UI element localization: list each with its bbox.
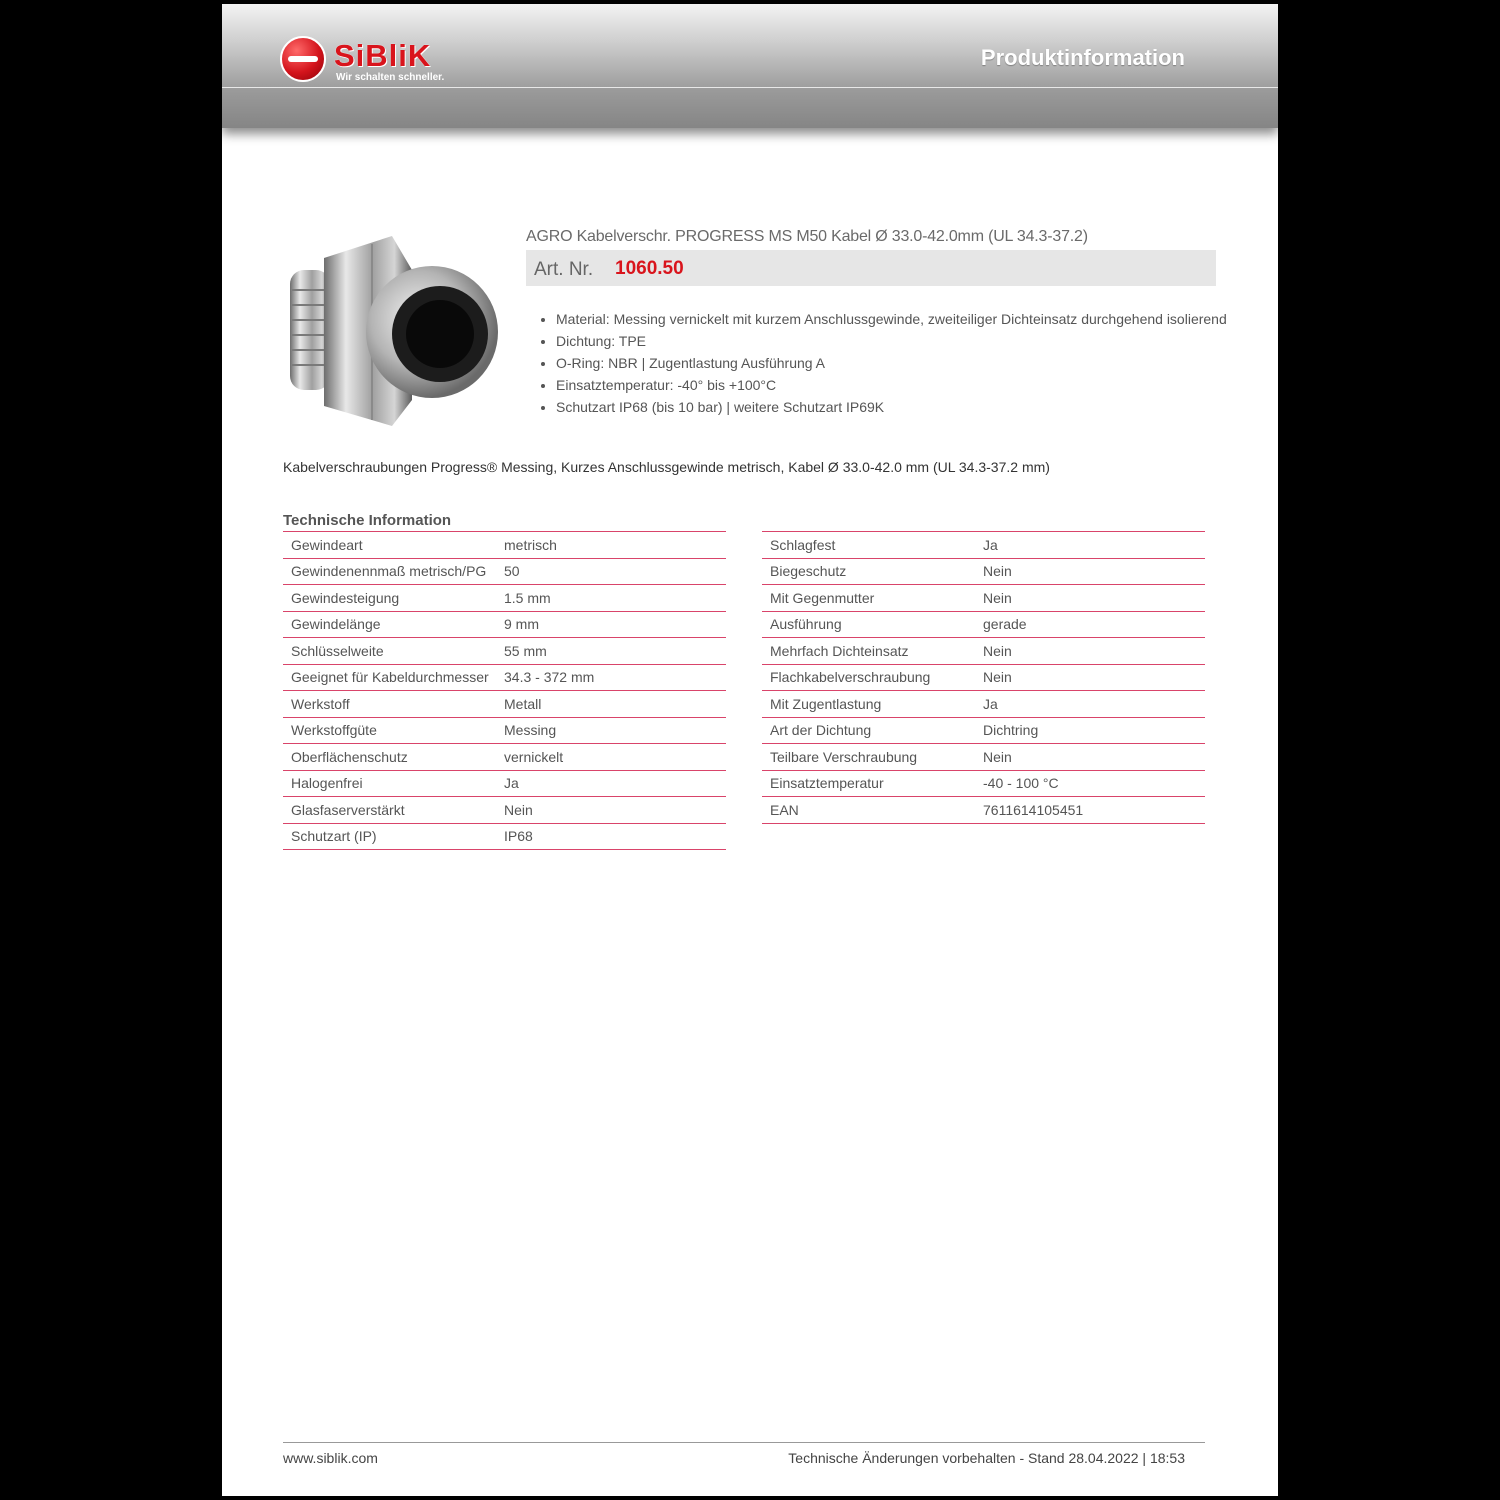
- tech-info-heading: Technische Information: [283, 512, 452, 529]
- spec-key: Gewindesteigung: [283, 585, 496, 612]
- spec-row: [283, 664, 726, 691]
- product-title: AGRO Kabelverschr. PROGRESS MS M50 Kabel Ø 33.0-42.0mm (UL 34.3-37.2): [526, 228, 1088, 245]
- spec-value: Nein: [975, 558, 1205, 585]
- spec-row: [283, 558, 726, 585]
- spec-value: Ja: [975, 532, 1205, 559]
- spec-key: Biegeschutz: [762, 558, 975, 585]
- spec-value: 9 mm: [496, 611, 726, 638]
- spec-value: Ja: [496, 770, 726, 797]
- product-description: Kabelverschraubungen Progress® Messing, Kurzes Anschlussgewinde metrisch, Kabel Ø 33.0-42.0 mm (UL 34.3-37.2 mm): [283, 459, 1050, 475]
- spec-row: [283, 532, 726, 559]
- spec-value: metrisch: [496, 532, 726, 559]
- spec-row: [762, 770, 1205, 797]
- spec-value: Messing: [496, 717, 726, 744]
- spec-value: vernickelt: [496, 744, 726, 771]
- spec-value: Ja: [975, 691, 1205, 718]
- spec-key: Gewindeart: [283, 532, 496, 559]
- spec-row: [283, 585, 726, 612]
- spec-value: gerade: [975, 611, 1205, 638]
- spec-key: Halogenfrei: [283, 770, 496, 797]
- spec-key: Mehrfach Dichteinsatz: [762, 638, 975, 665]
- spec-table-left: [283, 531, 726, 850]
- footer-divider: [283, 1442, 1205, 1443]
- spec-row: [283, 717, 726, 744]
- spec-key: Flachkabelverschraubung: [762, 664, 975, 691]
- spec-value: Nein: [975, 664, 1205, 691]
- feature-item: • Einsatztemperatur: -40° bis +100°C: [556, 374, 1246, 396]
- spec-table-right: [762, 531, 1205, 824]
- spec-key: Gewindelänge: [283, 611, 496, 638]
- spec-key: Schutzart (IP): [283, 823, 496, 850]
- spec-row: [762, 558, 1205, 585]
- spec-value: -40 - 100 °C: [975, 770, 1205, 797]
- spec-value: IP68: [496, 823, 726, 850]
- spec-key: Schlagfest: [762, 532, 975, 559]
- spec-key: EAN: [762, 797, 975, 824]
- spec-row: [283, 611, 726, 638]
- spec-value: Nein: [975, 638, 1205, 665]
- spec-row: [762, 691, 1205, 718]
- spec-row: [283, 638, 726, 665]
- spec-row: [762, 638, 1205, 665]
- spec-row: [283, 744, 726, 771]
- feature-item: • Dichtung: TPE: [556, 330, 1246, 352]
- product-sheet-page: [222, 4, 1278, 1496]
- spec-row: [762, 797, 1205, 824]
- spec-key: Geeignet für Kabeldurchmesser: [283, 664, 496, 691]
- spec-key: Glasfaserverstärkt: [283, 797, 496, 824]
- spec-key: Schlüsselweite: [283, 638, 496, 665]
- spec-row: [762, 717, 1205, 744]
- feature-item: • Schutzart IP68 (bis 10 bar) | weitere Schutzart IP69K: [556, 396, 1246, 418]
- spec-value: 55 mm: [496, 638, 726, 665]
- spec-key: Ausführung: [762, 611, 975, 638]
- spec-key: Einsatztemperatur: [762, 770, 975, 797]
- spec-row: [762, 532, 1205, 559]
- article-number-value: 1060.50: [615, 258, 684, 279]
- spec-row: [762, 664, 1205, 691]
- feature-item: • Material: Messing vernickelt mit kurzem Anschlussgewinde, zweiteiliger Dichteinsatz durchgehend isolierend: [556, 308, 1246, 330]
- spec-row: [283, 823, 726, 850]
- spec-value: Nein: [496, 797, 726, 824]
- cable-gland-image: [282, 230, 502, 430]
- logo-tagline: Wir schalten schneller.: [336, 72, 445, 83]
- spec-key: Werkstoffgüte: [283, 717, 496, 744]
- spec-value: 34.3 - 372 mm: [496, 664, 726, 691]
- feature-item: • O-Ring: NBR | Zugentlastung Ausführung A: [556, 352, 1246, 374]
- spec-value: 1.5 mm: [496, 585, 726, 612]
- spec-value: Dichtring: [975, 717, 1205, 744]
- spec-key: Werkstoff: [283, 691, 496, 718]
- spec-row: [762, 585, 1205, 612]
- spec-row: [283, 691, 726, 718]
- spec-value: 50: [496, 558, 726, 585]
- header-title: Produktinformation: [980, 45, 1185, 70]
- article-number-bar: [526, 250, 1216, 286]
- siblik-logo: [280, 36, 480, 86]
- spec-key: Art der Dichtung: [762, 717, 975, 744]
- spec-key: Teilbare Verschraubung: [762, 744, 975, 771]
- spec-row: [283, 797, 726, 824]
- spec-key: Mit Zugentlastung: [762, 691, 975, 718]
- spec-key: Gewindenennmaß metrisch/PG: [283, 558, 496, 585]
- logo-wordmark: SiBliK: [334, 38, 432, 73]
- spec-row: [762, 744, 1205, 771]
- header-divider: [222, 87, 1278, 88]
- spec-value: Nein: [975, 744, 1205, 771]
- spec-row: [762, 611, 1205, 638]
- article-number-label: Art. Nr.: [534, 259, 594, 280]
- logo-mark-icon: [280, 36, 326, 82]
- spec-value: 7611614105451: [975, 797, 1205, 824]
- spec-row: [283, 770, 726, 797]
- footer-note: Technische Änderungen vorbehalten - Stand 28.04.2022 | 18:53: [788, 1450, 1185, 1466]
- spec-key: Oberflächenschutz: [283, 744, 496, 771]
- footer-website-link[interactable]: www.siblik.com: [283, 1450, 378, 1466]
- spec-key: Mit Gegenmutter: [762, 585, 975, 612]
- feature-list: [540, 308, 1246, 418]
- spec-value: Nein: [975, 585, 1205, 612]
- spec-value: Metall: [496, 691, 726, 718]
- page-header: [222, 4, 1278, 128]
